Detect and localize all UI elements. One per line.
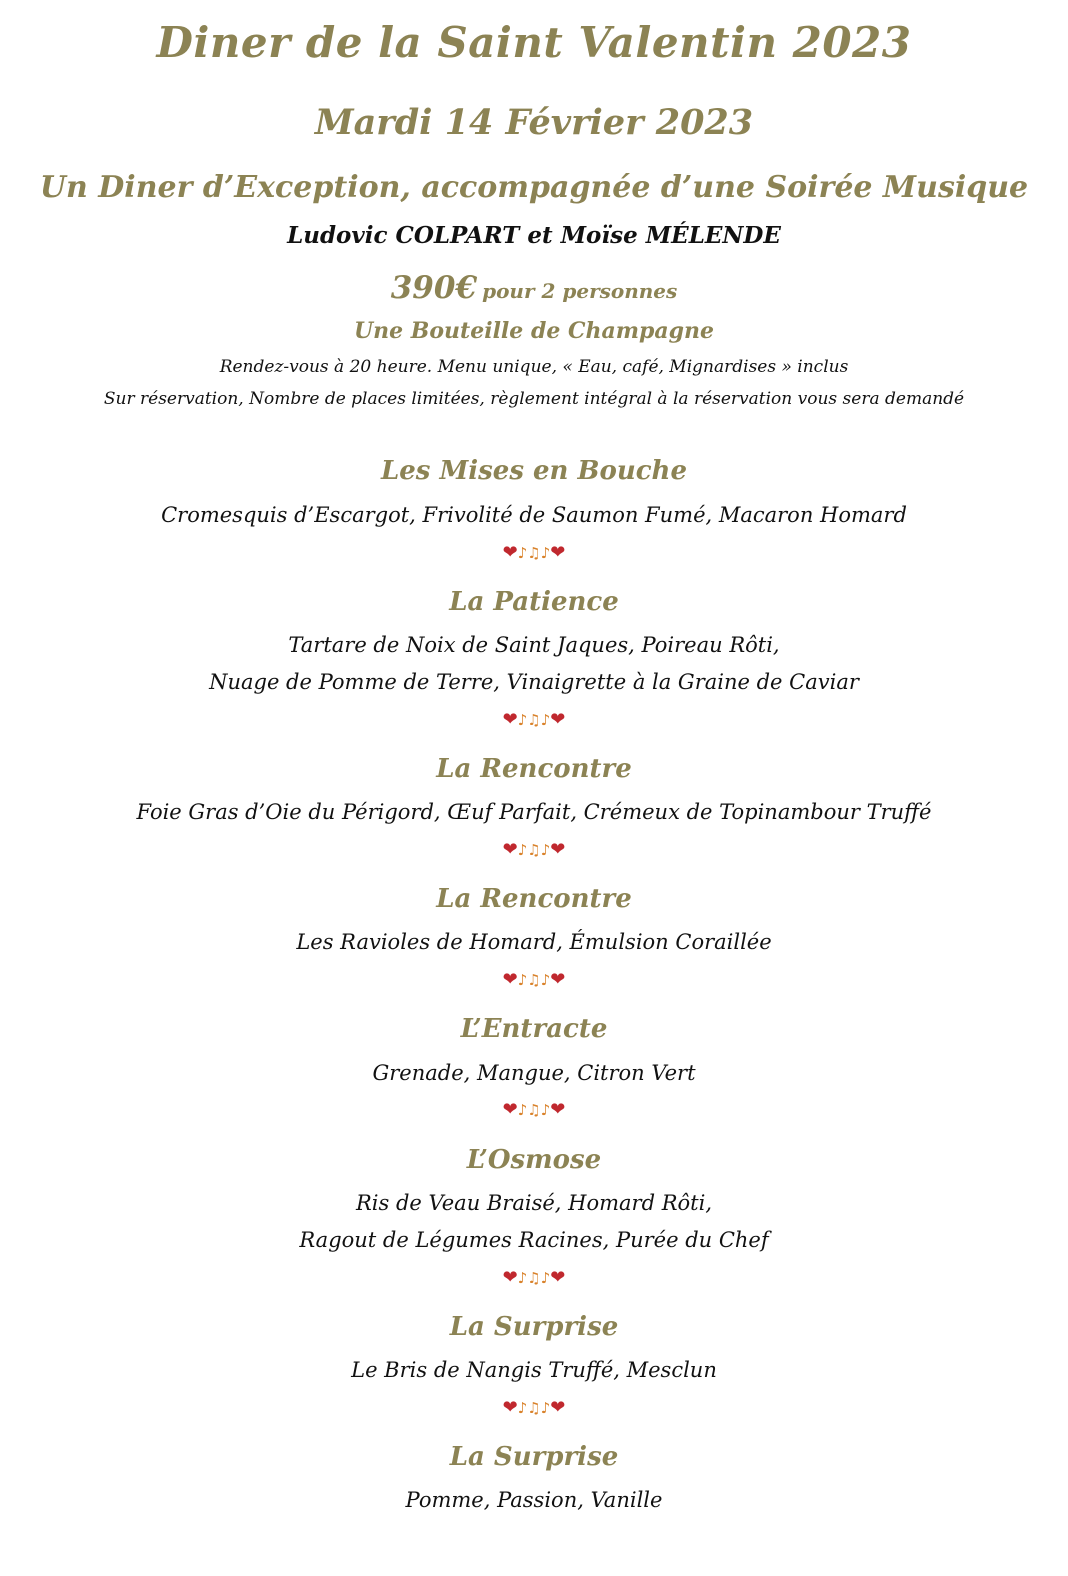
heart-icon: ❤ [550, 1397, 566, 1418]
music-notes-icon: ♪♫♪ [517, 971, 551, 989]
course-title: La Rencontre [436, 884, 632, 914]
course-desc: Ragout de Légumes Racines, Purée du Chef [299, 1228, 769, 1252]
course-title: L’Osmose [466, 1145, 602, 1175]
music-notes-icon: ♪♫♪ [517, 1101, 551, 1119]
course-divider [0, 1101, 1068, 1119]
course-divider [0, 1269, 1068, 1287]
heart-icon: ❤ [502, 709, 518, 730]
event-date: Mardi 14 Février 2023 [314, 102, 754, 143]
course-title: La Rencontre [436, 754, 632, 784]
info-line-2: Sur réservation, Nombre de places limitées, règlement intégral à la réservation vous sera demandé [103, 389, 965, 409]
course-divider [0, 841, 1068, 859]
heart-icon: ❤ [502, 542, 518, 563]
heart-icon: ❤ [502, 1099, 518, 1120]
course-desc: Tartare de Noix de Saint Jaques, Poireau Rôti, [288, 633, 780, 657]
course-desc: Cromesquis d’Escargot, Frivolité de Saumon Fumé, Macaron Homard [161, 503, 907, 527]
course-desc: Le Bris de Nangis Truffé, Mesclun [351, 1358, 717, 1382]
course-divider [0, 711, 1068, 729]
music-notes-icon: ♪♫♪ [517, 1399, 551, 1417]
event-artists: Ludovic COLPART et Moïse MÉLENDE [287, 222, 781, 249]
price-amount: 390€ [390, 270, 478, 306]
course-desc: Ris de Veau Braisé, Homard Rôti, [355, 1191, 712, 1215]
course-desc: Les Ravioles de Homard, Émulsion Coraillée [296, 930, 772, 954]
champagne-offer: Une Bouteille de Champagne [353, 318, 715, 344]
event-tagline: Un Diner d’Exception, accompagnée d’une Soirée Musique [39, 170, 1029, 205]
course-title: Les Mises en Bouche [380, 456, 688, 486]
heart-icon: ❤ [502, 1397, 518, 1418]
course-title: L’Entracte [460, 1014, 608, 1044]
price-line [0, 270, 1068, 306]
course-divider [0, 971, 1068, 989]
course-title: La Surprise [449, 1442, 619, 1472]
heart-icon: ❤ [550, 709, 566, 730]
course-title: La Patience [449, 587, 619, 617]
heart-icon: ❤ [550, 969, 566, 990]
price-label: pour 2 personnes [482, 279, 678, 303]
heart-icon: ❤ [550, 542, 566, 563]
music-notes-icon: ♪♫♪ [517, 841, 551, 859]
course-desc: Foie Gras d’Oie du Périgord, Œuf Parfait, Crémeux de Topinambour Truffé [136, 800, 932, 824]
music-notes-icon: ♪♫♪ [517, 1269, 551, 1287]
music-notes-icon: ♪♫♪ [517, 544, 551, 562]
heart-icon: ❤ [502, 1267, 518, 1288]
course-desc: Nuage de Pomme de Terre, Vinaigrette à la Graine de Caviar [209, 670, 859, 694]
heart-icon: ❤ [550, 1099, 566, 1120]
course-desc: Pomme, Passion, Vanille [405, 1488, 663, 1512]
course-title: La Surprise [449, 1312, 619, 1342]
heart-icon: ❤ [550, 839, 566, 860]
heart-icon: ❤ [502, 839, 518, 860]
heart-icon: ❤ [550, 1267, 566, 1288]
music-notes-icon: ♪♫♪ [517, 711, 551, 729]
course-divider [0, 1399, 1068, 1417]
course-desc: Grenade, Mangue, Citron Vert [372, 1061, 696, 1085]
menu-title: Diner de la Saint Valentin 2023 [156, 18, 912, 67]
course-divider [0, 544, 1068, 562]
info-line-1: Rendez-vous à 20 heure. Menu unique, « Eau, café, Mignardises » inclus [219, 357, 849, 377]
heart-icon: ❤ [502, 969, 518, 990]
